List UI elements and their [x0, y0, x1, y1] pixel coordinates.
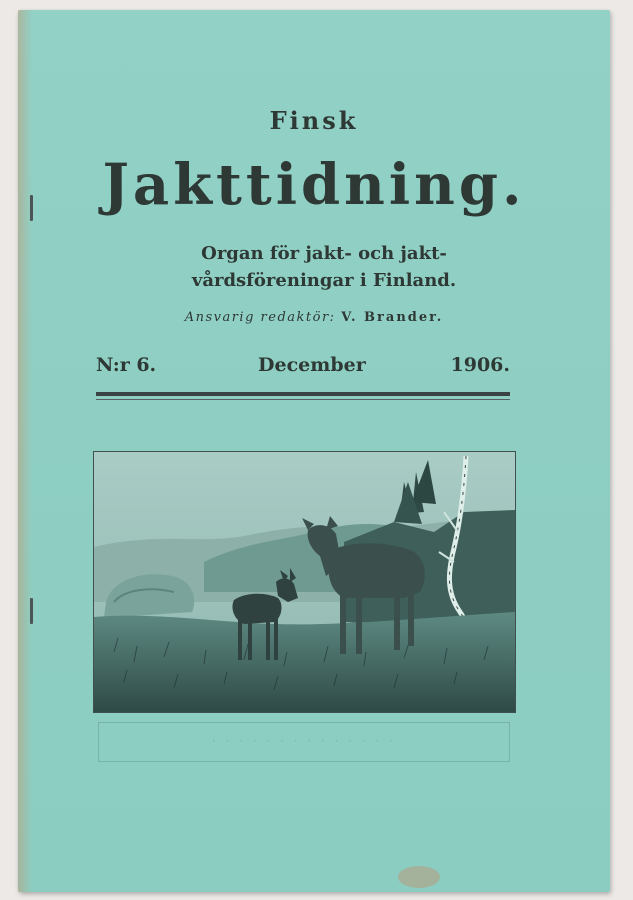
magazine-cover — [18, 10, 610, 892]
header-rule — [96, 392, 510, 396]
bleedthrough-text: · · · · · · · · · · · · · · — [212, 734, 396, 748]
moose-illustration — [93, 451, 516, 713]
faint-bleedthrough-box — [98, 722, 510, 762]
issue-year: 1906. — [450, 354, 510, 376]
editor-label: Ansvarig redaktör: — [184, 310, 336, 325]
moose-scene-image — [94, 452, 515, 712]
subtitle-line-1: Organ för jakt- och jakt- — [201, 243, 447, 264]
issue-row — [96, 354, 510, 380]
paper-stain — [398, 866, 440, 888]
issue-month: December — [258, 354, 366, 376]
editor-line — [18, 310, 610, 325]
title-main: Jakttidning. — [102, 152, 526, 218]
title-small: Finsk — [269, 106, 359, 135]
spine-edge — [18, 10, 32, 892]
header-rule-thin — [96, 399, 510, 400]
staple-bottom — [30, 598, 33, 624]
subtitle-line-2: vårdsföreningar i Finland. — [191, 270, 457, 291]
issue-number: N:r 6. — [96, 354, 157, 376]
editor-name: V. Brander. — [341, 310, 444, 325]
